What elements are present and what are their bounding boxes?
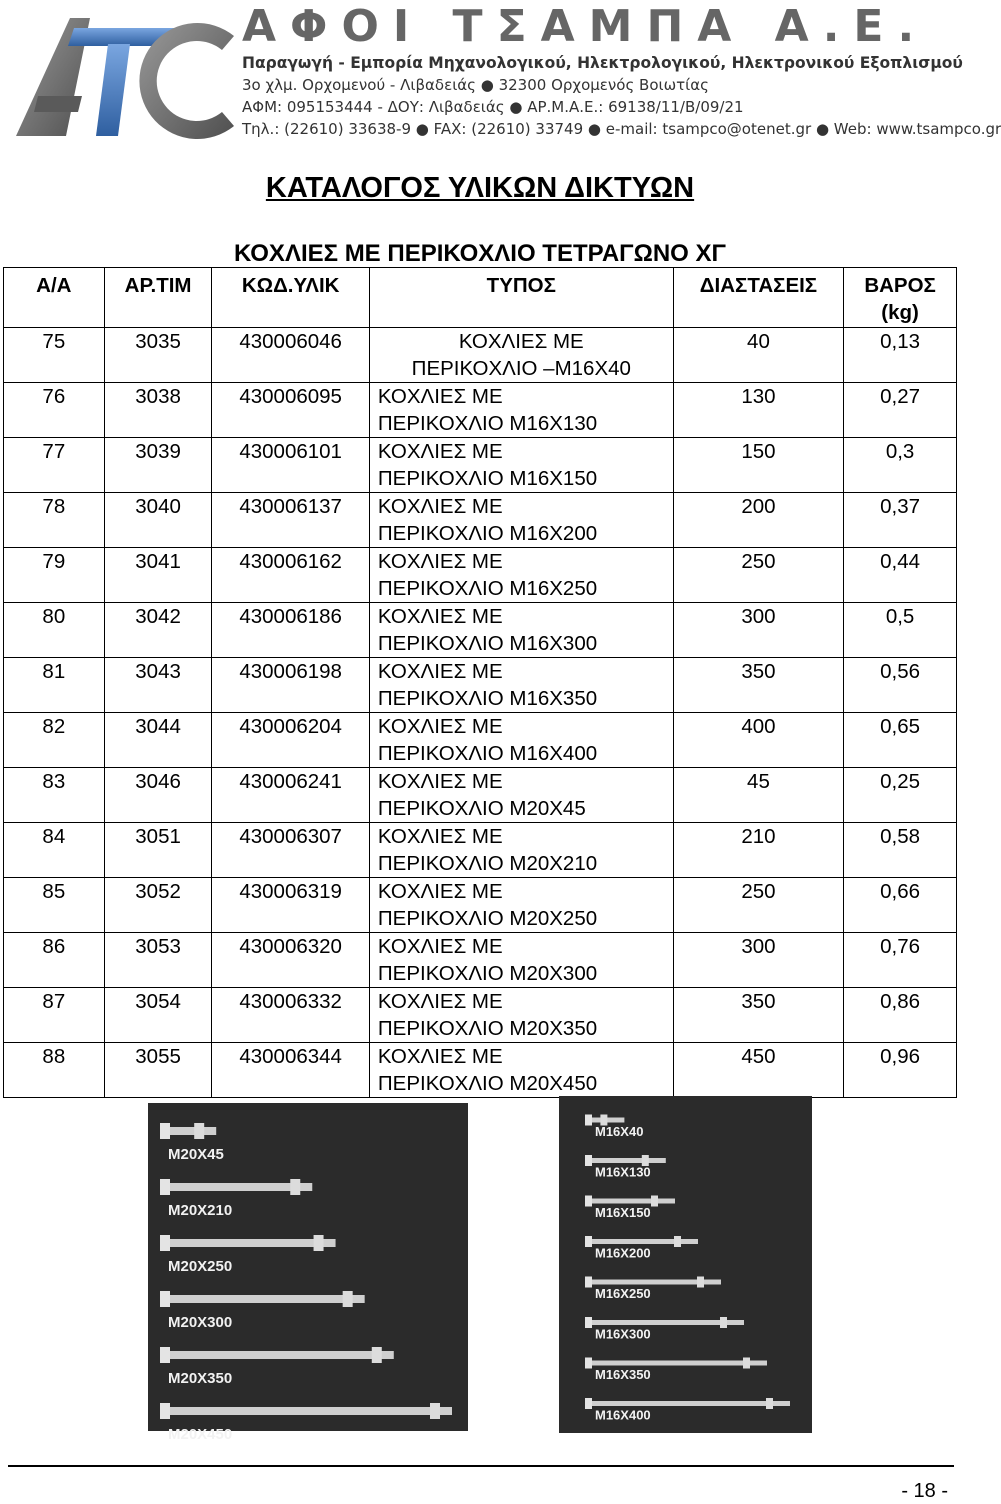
cell-ar-tim: 3051 [104,823,212,878]
bolt-label: M16X130 [595,1164,651,1180]
cell-type [369,823,673,878]
cell-dimensions: 45 [673,768,843,823]
cell-type [369,603,673,658]
cell-aa: 83 [4,768,105,823]
cell-aa: 77 [4,438,105,493]
cell-aa: 88 [4,1043,105,1098]
cell-code: 430006204 [212,713,369,768]
cell-dimensions: 150 [673,438,843,493]
bolt-label: M20X45 [168,1146,224,1163]
cell-type [369,493,673,548]
table-row [4,713,957,768]
cell-type [369,1043,673,1098]
type-line-2: ΠΕΡΙΚΟΧΛΙΟ Μ20Χ45 [377,797,586,820]
bolt-label: M16X200 [595,1245,651,1261]
cell-code: 430006046 [212,328,369,383]
cell-dimensions: 400 [673,713,843,768]
cell-type [369,713,673,768]
cell-ar-tim: 3053 [104,933,212,988]
table-row [4,933,957,988]
table-header-row [4,268,957,328]
company-tax-info: ΑΦΜ: 095153444 - ΔΟΥ: Λιβαδειάς ● ΑΡ.Μ.Α.Ε.: 69138/11/Β/09/21 [242,98,744,116]
cell-weight: 0,56 [844,658,957,713]
cell-dimensions: 350 [673,988,843,1043]
cell-type [369,383,673,438]
cell-type [369,438,673,493]
cell-code: 430006137 [212,493,369,548]
type-line-2: ΠΕΡΙΚΟΧΛΙΟ Μ20Χ250 [377,907,598,930]
type-line-1: ΚΟΧΛΙΕΣ ΜΕ [458,330,584,353]
company-contact: Τηλ.: (22610) 33638-9 ● FAX: (22610) 33749 ● e-mail: tsampco@otenet.gr ● Web: www.tsampco.gr [242,120,1001,138]
cell-ar-tim: 3055 [104,1043,212,1098]
col-header-weight: ΒΑΡΟΣ (kg) [844,268,957,328]
cell-type [369,933,673,988]
type-line-1: ΚΟΧΛΙΕΣ ΜΕ [377,440,503,463]
cell-ar-tim: 3043 [104,658,212,713]
col-header-code: ΚΩΔ.ΥΛΙΚ [212,268,369,328]
table-row [4,493,957,548]
type-line-1: ΚΟΧΛΙΕΣ ΜΕ [377,660,503,683]
cell-dimensions: 200 [673,493,843,548]
bolt-label: M16X150 [595,1205,651,1220]
col-header-dimensions: ΔΙΑΣΤΑΣΕΙΣ [673,268,843,328]
table-row [4,603,957,658]
cell-weight: 0,44 [844,548,957,603]
type-line-2: ΠΕΡΙΚΟΧΛΙΟ Μ16Χ300 [377,632,598,655]
bolt-label: M20X350 [168,1370,233,1387]
type-line-1: ΚΟΧΛΙΕΣ ΜΕ [377,990,503,1013]
cell-code: 430006307 [212,823,369,878]
type-line-1: ΚΟΧΛΙΕΣ ΜΕ [377,1045,503,1068]
cell-dimensions: 250 [673,548,843,603]
col-header-ar-tim: ΑΡ.ΤΙΜ [104,268,212,328]
cell-aa: 76 [4,383,105,438]
company-address: 3ο χλμ. Ορχομενού - Λιβαδειάς ● 32300 Ορχομενός Βοιωτίας [242,76,709,94]
cell-aa: 87 [4,988,105,1043]
bolt-label: M16X400 [595,1407,651,1423]
cell-type [369,988,673,1043]
cell-dimensions: 300 [673,933,843,988]
cell-weight: 0,86 [844,988,957,1043]
cell-aa: 82 [4,713,105,768]
cell-weight: 0,37 [844,493,957,548]
cell-type [369,878,673,933]
cell-weight: 0,96 [844,1043,957,1098]
type-line-1: ΚΟΧΛΙΕΣ ΜΕ [377,825,503,848]
cell-ar-tim: 3054 [104,988,212,1043]
cell-dimensions: 300 [673,603,843,658]
cell-ar-tim: 3038 [104,383,212,438]
table-row [4,548,957,603]
footer-divider [8,1465,954,1467]
cell-aa: 75 [4,328,105,383]
cell-aa: 81 [4,658,105,713]
cell-dimensions: 450 [673,1043,843,1098]
table-row [4,658,957,713]
cell-code: 430006332 [212,988,369,1043]
items-table [3,267,957,1098]
cell-dimensions: 130 [673,383,843,438]
table-row [4,878,957,933]
cell-type [369,548,673,603]
type-line-2: ΠΕΡΙΚΟΧΛΙΟ Μ16Χ250 [377,577,598,600]
cell-dimensions: 350 [673,658,843,713]
table-row [4,1043,957,1098]
cell-aa: 80 [4,603,105,658]
bolt-label: M16X300 [595,1326,651,1342]
cell-aa: 84 [4,823,105,878]
type-line-2: ΠΕΡΙΚΟΧΛΙΟ Μ16Χ400 [377,742,598,765]
cell-weight: 0,58 [844,823,957,878]
type-line-2: ΠΕΡΙΚΟΧΛΙΟ Μ20Χ450 [377,1072,598,1095]
bolt-label: M20X250 [168,1258,233,1275]
cell-code: 430006344 [212,1043,369,1098]
type-line-1: ΚΟΧΛΙΕΣ ΜΕ [377,495,503,518]
type-line-2: ΠΕΡΙΚΟΧΛΙΟ Μ20Χ300 [377,962,598,985]
cell-aa: 85 [4,878,105,933]
cell-dimensions: 250 [673,878,843,933]
type-line-2: ΠΕΡΙΚΟΧΛΙΟ Μ20Χ350 [377,1017,598,1040]
type-line-1: ΚΟΧΛΙΕΣ ΜΕ [377,880,503,903]
company-name: ΑΦΟΙ ΤΣΑΜΠΑ Α.Ε. [242,1,929,52]
col-header-aa: Α/Α [4,268,105,328]
bolt-label: M16X40 [595,1124,644,1139]
type-line-1: ΚΟΧΛΙΕΣ ΜΕ [377,385,503,408]
type-line-1: ΚΟΧΛΙΕΣ ΜΕ [377,550,503,573]
type-line-2: ΠΕΡΙΚΟΧΛΙΟ Μ16Χ350 [377,687,598,710]
bolts-m16-photo [559,1096,812,1433]
letterhead [0,0,1001,150]
cell-ar-tim: 3052 [104,878,212,933]
table-row [4,383,957,438]
page-number: - 18 - [901,1480,948,1502]
cell-dimensions: 40 [673,328,843,383]
cell-ar-tim: 3040 [104,493,212,548]
atc-logo [8,8,240,143]
cell-code: 430006162 [212,548,369,603]
cell-type [369,658,673,713]
cell-weight: 0,5 [844,603,957,658]
cell-type [369,768,673,823]
type-line-2: ΠΕΡΙΚΟΧΛΙΟ Μ20Χ210 [377,852,598,875]
type-line-1: ΚΟΧΛΙΕΣ ΜΕ [377,715,503,738]
type-line-2: ΠΕΡΙΚΟΧΛΙΟ Μ16Χ130 [377,412,598,435]
cell-ar-tim: 3041 [104,548,212,603]
cell-ar-tim: 3035 [104,328,212,383]
table-row [4,768,957,823]
col-header-type: ΤΥΠΟΣ [369,268,673,328]
cell-code: 430006101 [212,438,369,493]
cell-code: 430006095 [212,383,369,438]
cell-weight: 0,76 [844,933,957,988]
cell-ar-tim: 3046 [104,768,212,823]
company-activity: Παραγωγή - Εμπορία Μηχανολογικού, Ηλεκτρολογικού, Ηλεκτρονικού Εξοπλισμού [242,54,963,72]
cell-aa: 78 [4,493,105,548]
bolts-m20-photo [148,1103,468,1443]
table-row [4,328,957,383]
cell-code: 430006241 [212,768,369,823]
cell-weight: 0,65 [844,713,957,768]
bolt-label: M20X300 [168,1314,233,1331]
cell-ar-tim: 3042 [104,603,212,658]
cell-ar-tim: 3039 [104,438,212,493]
cell-weight: 0,25 [844,768,957,823]
type-line-2: ΠΕΡΙΚΟΧΛΙΟ Μ16Χ200 [377,522,598,545]
table-row [4,823,957,878]
type-line-2: ΠΕΡΙΚΟΧΛΙΟ –Μ16Χ40 [411,357,631,380]
cell-code: 430006198 [212,658,369,713]
type-line-1: ΚΟΧΛΙΕΣ ΜΕ [377,605,503,628]
cell-type [369,328,673,383]
page-title: ΚΑΤΑΛΟΓΟΣ ΥΛΙΚΩΝ ΔΙΚΤΥΩΝ [265,172,695,204]
cell-weight: 0,66 [844,878,957,933]
cell-weight: 0,13 [844,328,957,383]
table-row [4,988,957,1043]
type-line-2: ΠΕΡΙΚΟΧΛΙΟ Μ16Χ150 [377,467,598,490]
bolt-label: M16X350 [595,1367,651,1382]
cell-aa: 79 [4,548,105,603]
cell-code: 430006186 [212,603,369,658]
cell-ar-tim: 3044 [104,713,212,768]
cell-weight: 0,27 [844,383,957,438]
cell-dimensions: 210 [673,823,843,878]
table-row [4,438,957,493]
bolt-label: M20X210 [168,1202,233,1219]
cell-aa: 86 [4,933,105,988]
cell-code: 430006319 [212,878,369,933]
cell-code: 430006320 [212,933,369,988]
cell-weight: 0,3 [844,438,957,493]
type-line-1: ΚΟΧΛΙΕΣ ΜΕ [377,770,503,793]
type-line-1: ΚΟΧΛΙΕΣ ΜΕ [377,935,503,958]
bolt-label: M16X250 [595,1286,651,1301]
bolt-label: M20X450 [168,1426,233,1443]
section-title: ΚΟΧΛΙΕΣ ΜΕ ΠΕΡΙΚΟΧΛΙΟ ΤΕΤΡΑΓΩΝΟ ΧΓ [234,240,726,267]
